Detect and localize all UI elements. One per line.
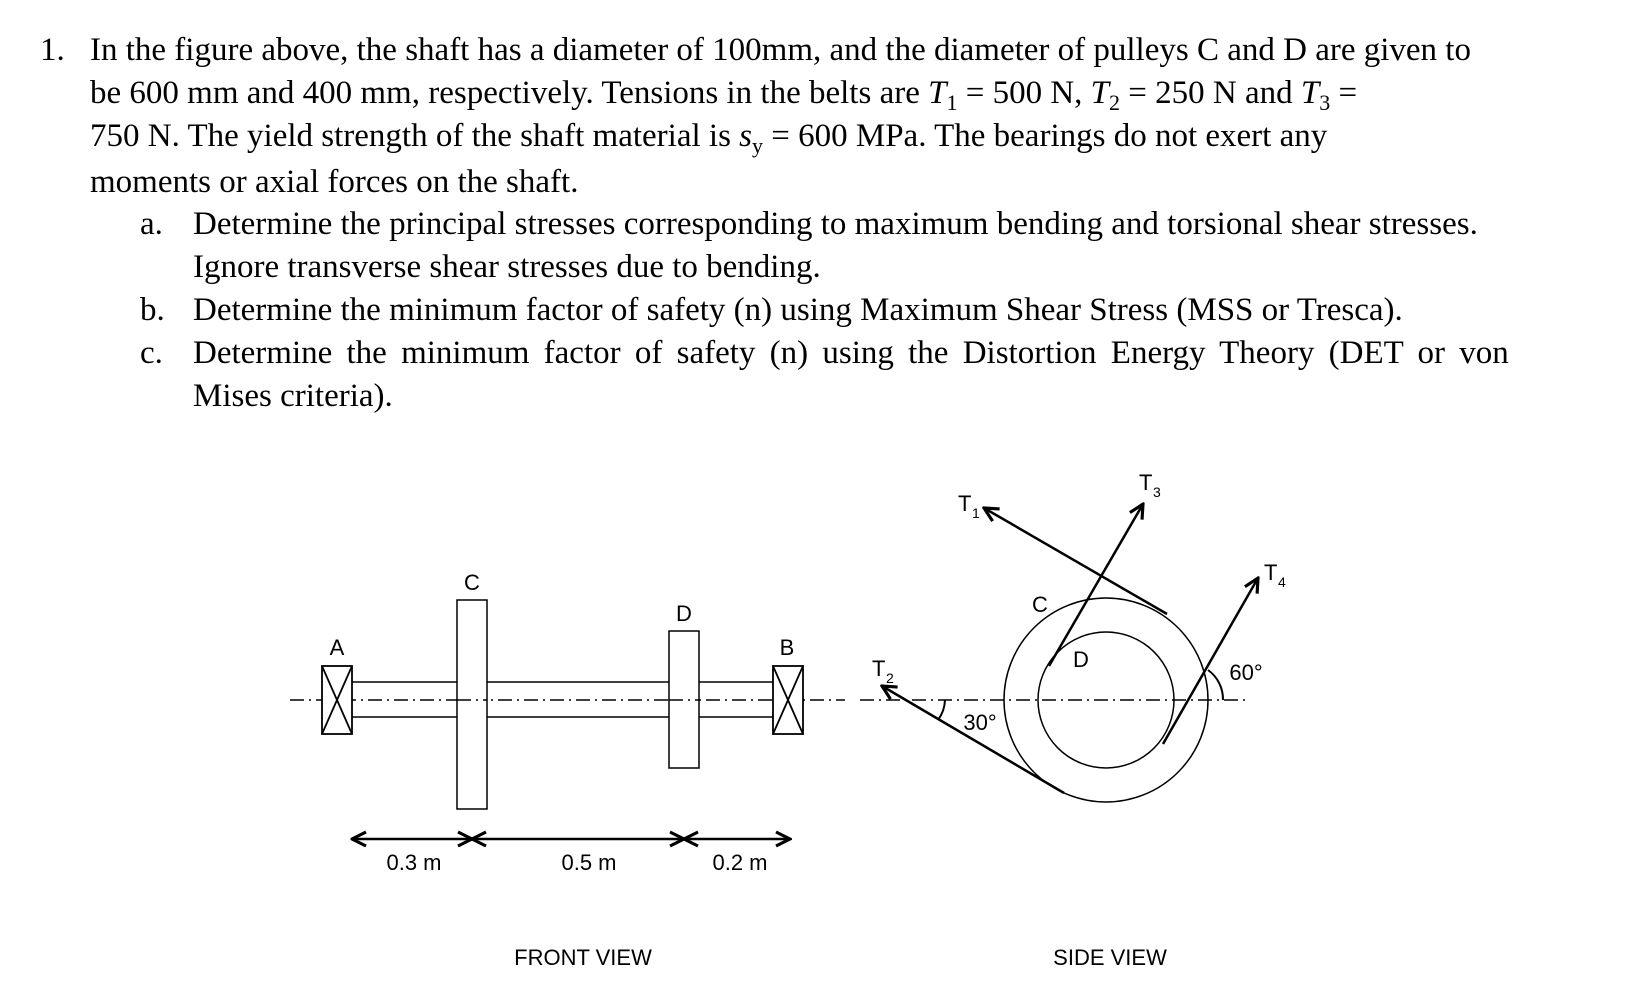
t3-subscript: 3 xyxy=(1319,90,1331,115)
line3-text: 750 N. The yield strength of the shaft material is xyxy=(90,118,740,154)
t1-symbol: T xyxy=(928,75,947,111)
t2-subscript: 2 xyxy=(1109,90,1121,115)
svg-text:T: T xyxy=(958,491,972,516)
svg-text:2: 2 xyxy=(886,670,894,686)
side-view xyxy=(860,470,1286,970)
t2-value: = 250 N and xyxy=(1120,75,1301,111)
t3-label xyxy=(1139,470,1161,500)
subpart-b-label: b. xyxy=(140,292,165,328)
line2-text: be 600 mm and 400 mm, respectively. Tensions in the belts are xyxy=(90,75,929,111)
angle-60-label: 60° xyxy=(1229,660,1263,685)
subpart-c-line-2: Mises criteria). xyxy=(193,378,393,414)
subpart-b-line-1: Determine the minimum factor of safety (n) using Maximum Shear Stress (MSS or Tresca). xyxy=(193,292,1403,328)
sy-value: = 600 MPa. The bearings do not exert any xyxy=(763,118,1328,154)
dimension-ac: 0.3 m xyxy=(386,850,442,875)
t1-arrow xyxy=(984,508,1167,614)
svg-text:1: 1 xyxy=(972,505,980,521)
side-label-c: C xyxy=(1032,592,1048,617)
t2-arrow xyxy=(882,686,1064,793)
t1-subscript: 1 xyxy=(946,90,958,115)
sy-symbol: s xyxy=(739,118,752,154)
sy-subscript: y xyxy=(752,133,763,158)
bearing-a-icon xyxy=(322,666,352,734)
side-view-caption: SIDE VIEW xyxy=(1053,945,1167,970)
subpart-c-line-1: Determine the minimum factor of safety (n) using the Distortion Energy Theory (DET or von xyxy=(193,335,1509,371)
dimension-cd: 0.5 m xyxy=(561,850,617,875)
t1-value: = 500 N, xyxy=(957,75,1091,111)
angle-30-label: 30° xyxy=(963,710,997,735)
subpart-a-label: a. xyxy=(140,206,163,242)
subpart-c-label: c. xyxy=(140,335,163,371)
front-view-caption: FRONT VIEW xyxy=(514,945,652,970)
problem-line-4: moments or axial forces on the shaft. xyxy=(90,164,579,200)
pulley-c xyxy=(457,600,487,809)
svg-text:3: 3 xyxy=(1153,484,1161,500)
problem-line-1: In the figure above, the shaft has a diameter of 100mm, and the diameter of pulleys C and D are given to xyxy=(90,32,1471,68)
t3-value: = xyxy=(1330,75,1358,111)
svg-text:T: T xyxy=(1139,470,1153,495)
label-c: C xyxy=(464,570,480,595)
label-b: B xyxy=(779,635,795,660)
bearing-b-icon xyxy=(773,666,803,734)
svg-text:T: T xyxy=(1264,560,1278,585)
problem-number: 1. xyxy=(40,32,65,68)
svg-text:4: 4 xyxy=(1278,574,1286,590)
subpart-a-line-1: Determine the principal stresses corresponding to maximum bending and torsional shear stresses. xyxy=(193,206,1478,242)
label-d: D xyxy=(676,601,692,626)
side-label-d: D xyxy=(1073,647,1089,672)
front-view xyxy=(290,570,845,970)
dimension-db: 0.2 m xyxy=(712,850,768,875)
t4-label xyxy=(1264,560,1286,590)
label-a: A xyxy=(329,635,345,660)
t2-label xyxy=(872,656,894,686)
subpart-a-line-2: Ignore transverse shear stresses due to bending. xyxy=(193,249,821,285)
t1-label xyxy=(958,491,980,521)
t3-symbol: T xyxy=(1300,75,1320,111)
t3-arrow xyxy=(1049,504,1143,666)
svg-text:T: T xyxy=(872,656,886,681)
t2-symbol: T xyxy=(1090,75,1110,111)
angle-60-arc xyxy=(1208,670,1223,700)
angle-30-arc xyxy=(938,700,945,720)
